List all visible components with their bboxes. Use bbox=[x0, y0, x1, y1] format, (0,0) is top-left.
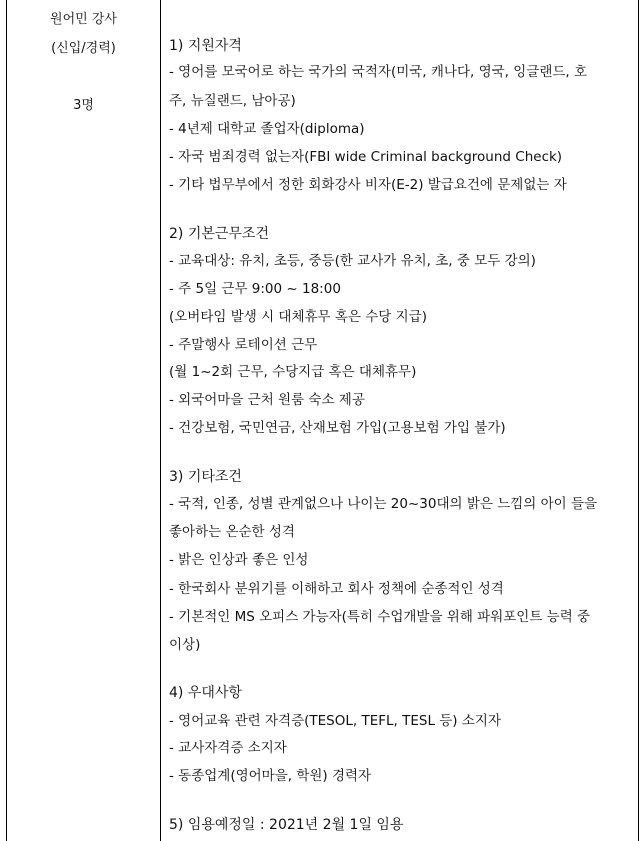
work-condition-line: - 주 5일 근무 9:00 ~ 18:00 bbox=[169, 281, 341, 297]
section-heading-preferences: 4) 우대사항 bbox=[169, 685, 242, 701]
section-heading-start-date: 5) 임용예정일 : 2021년 2월 1일 임용 bbox=[169, 817, 404, 833]
work-condition-line: (오버타임 발생 시 대체휴무 혹은 수당 지급) bbox=[169, 309, 427, 325]
preference-line: - 동종업계(영어마을, 학원) 경력자 bbox=[169, 768, 372, 784]
details-cell bbox=[161, 0, 638, 841]
position-subtitle: (신입/경력) bbox=[51, 41, 116, 56]
table-border-right bbox=[638, 0, 639, 841]
section-heading-qualifications: 1) 지원자격 bbox=[169, 38, 242, 54]
other-condition-line: - 밝은 인상과 좋은 인성 bbox=[169, 552, 309, 568]
position-cell bbox=[7, 0, 160, 841]
other-condition-line: 이상) bbox=[169, 637, 201, 653]
qualification-line: - 영어를 모국어로 하는 국가의 국적자(미국, 캐나다, 영국, 잉글랜드, 호 bbox=[169, 64, 588, 80]
work-condition-line: - 건강보험, 국민연금, 산재보험 가입(고용보험 가입 불가) bbox=[169, 420, 506, 436]
work-condition-line: - 교육대상: 유치, 초등, 중등(한 교사가 유치, 초, 중 모두 강의) bbox=[169, 253, 536, 269]
preference-line: - 영어교육 관련 자격증(TESOL, TEFL, TESL 등) 소지자 bbox=[169, 713, 501, 729]
other-condition-line: - 기본적인 MS 오피스 가능자(특히 수업개발을 위해 파워포인트 능력 중 bbox=[169, 609, 591, 625]
work-condition-line: - 외국어마을 근처 원룸 숙소 제공 bbox=[169, 392, 365, 408]
work-condition-line: - 주말행사 로테이션 근무 bbox=[169, 337, 318, 353]
other-condition-line: - 국적, 인종, 성별 관계없으나 나이는 20~30대의 밝은 느낌의 아이 들을 bbox=[169, 496, 598, 512]
other-condition-line: - 한국회사 분위기를 이해하고 회사 정책에 순종적인 성격 bbox=[169, 581, 504, 597]
position-title: 원어민 강사 bbox=[50, 12, 117, 27]
qualification-line: - 기타 법무부에서 정한 회화강사 비자(E-2) 발급요건에 문제없는 자 bbox=[169, 177, 567, 193]
other-condition-line: 좋아하는 온순한 성격 bbox=[169, 524, 295, 540]
qualification-line: - 4년제 대학교 졸업자(diploma) bbox=[169, 121, 365, 137]
qualification-line: - 자국 범죄경력 없는자(FBI wide Criminal background Check) bbox=[169, 149, 563, 165]
qualification-line: 주, 뉴질랜드, 남아공) bbox=[169, 93, 296, 109]
work-condition-line: (월 1~2회 근무, 수당지급 혹은 대체휴무) bbox=[169, 364, 417, 380]
preference-line: - 교사자격증 소지자 bbox=[169, 740, 287, 756]
section-heading-work-conditions: 2) 기본근무조건 bbox=[169, 226, 269, 242]
section-heading-other-conditions: 3) 기타조건 bbox=[169, 469, 242, 485]
position-count: 3명 bbox=[73, 98, 94, 113]
